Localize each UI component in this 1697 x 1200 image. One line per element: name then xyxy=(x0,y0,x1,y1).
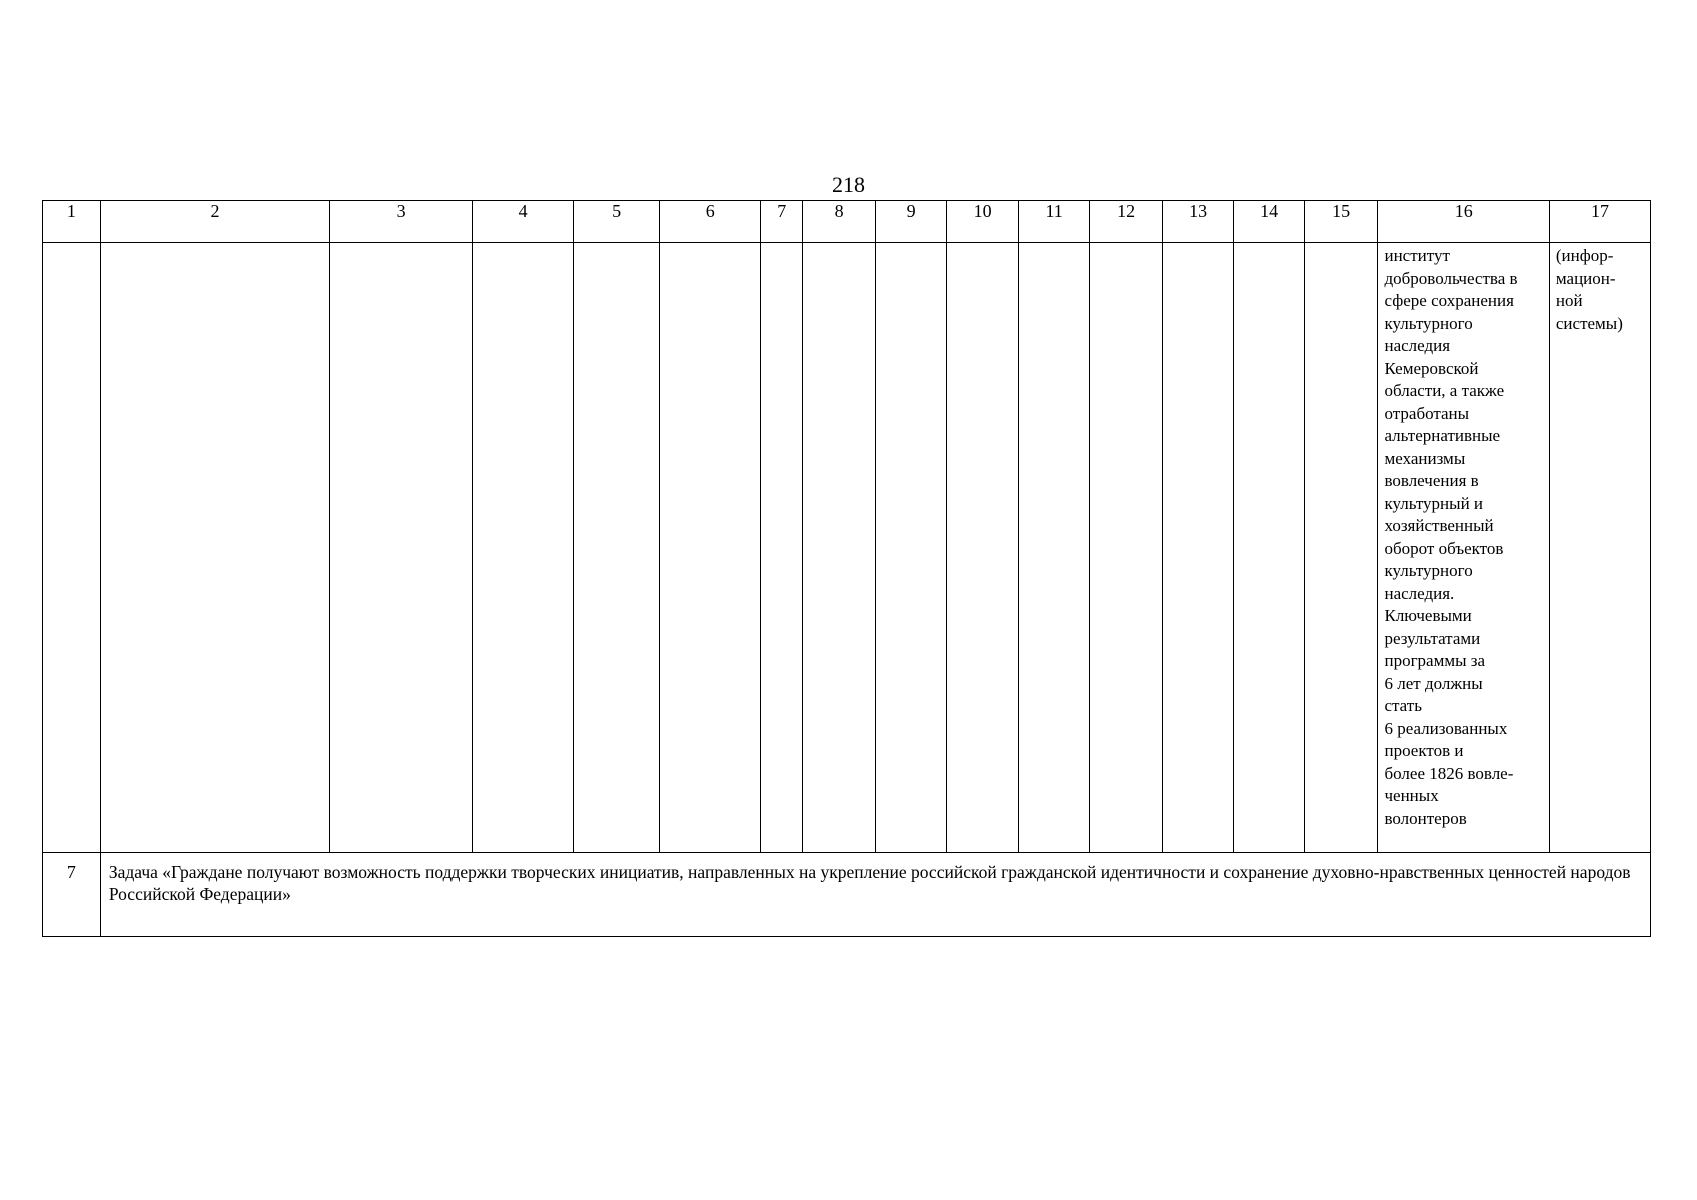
empty-cell xyxy=(660,243,761,853)
empty-cell xyxy=(43,243,101,853)
result-text-line: волонтеров xyxy=(1384,808,1467,828)
result-text-line: вовлечения в xyxy=(1384,471,1479,490)
result-text-line: оборот объектов xyxy=(1384,538,1504,558)
column-header-15: 15 xyxy=(1304,201,1378,243)
result-description-cell xyxy=(1378,243,1549,853)
result-text-line: механизмы xyxy=(1384,448,1466,468)
document-table xyxy=(42,200,1651,937)
empty-cell xyxy=(875,243,947,853)
column-header-7: 7 xyxy=(761,201,803,243)
column-header-17: 17 xyxy=(1549,201,1650,243)
result-text-line: ченных xyxy=(1384,786,1439,805)
empty-cell xyxy=(330,243,473,853)
result-text-line: Кемеровской xyxy=(1384,358,1479,378)
empty-cell xyxy=(574,243,660,853)
result-text-line: более 1826 вовле- xyxy=(1384,763,1514,783)
empty-cell xyxy=(947,243,1019,853)
task-row xyxy=(43,853,1651,937)
result-text-line: наследия. xyxy=(1384,583,1455,603)
source-text-line: мацион- xyxy=(1555,268,1616,288)
empty-cell xyxy=(100,243,329,853)
result-text-line: альтернативные xyxy=(1384,426,1501,445)
empty-cell xyxy=(1090,243,1163,853)
task-description: Задача «Граждане получают возможность поддержки творческих инициатив, направленных на укрепление российской гражданской идентичности и сохранение духовно-нравственных ценностей народов Российской Федерации» xyxy=(100,853,1650,937)
column-header-2: 2 xyxy=(100,201,329,243)
result-text-line: сфере сохранения xyxy=(1384,291,1514,310)
source-text-line: (инфор- xyxy=(1555,246,1614,265)
result-text-line: культурного xyxy=(1384,313,1473,333)
continuation-row xyxy=(43,243,1651,853)
empty-cell xyxy=(1304,243,1378,853)
column-header-12: 12 xyxy=(1090,201,1163,243)
column-header-14: 14 xyxy=(1234,201,1304,243)
column-number-header-row xyxy=(43,201,1651,243)
result-text-line: наследия xyxy=(1384,336,1451,355)
column-header-1: 1 xyxy=(43,201,101,243)
column-header-4: 4 xyxy=(473,201,574,243)
result-text-line: программы за xyxy=(1384,651,1486,670)
result-text-line: проектов и xyxy=(1384,741,1464,760)
empty-cell xyxy=(1162,243,1234,853)
column-header-6: 6 xyxy=(660,201,761,243)
result-text-line: стать xyxy=(1384,696,1422,715)
column-header-3: 3 xyxy=(330,201,473,243)
column-header-10: 10 xyxy=(947,201,1019,243)
empty-cell xyxy=(803,243,876,853)
column-header-11: 11 xyxy=(1018,201,1090,243)
result-text-line: области, а также xyxy=(1384,381,1505,400)
empty-cell xyxy=(473,243,574,853)
result-text-line: добровольчества в xyxy=(1384,268,1518,288)
task-number: 7 xyxy=(43,853,101,937)
empty-cell xyxy=(1234,243,1304,853)
column-header-13: 13 xyxy=(1162,201,1234,243)
column-header-16: 16 xyxy=(1378,201,1549,243)
source-text-line: системы) xyxy=(1555,313,1623,333)
result-text-line: институт xyxy=(1384,246,1450,265)
column-header-5: 5 xyxy=(574,201,660,243)
result-text-line: 6 лет должны xyxy=(1384,673,1483,693)
empty-cell xyxy=(1018,243,1090,853)
result-text-line: 6 реализованных xyxy=(1384,718,1508,738)
source-note-cell xyxy=(1549,243,1650,853)
column-header-8: 8 xyxy=(803,201,876,243)
empty-cell xyxy=(761,243,803,853)
result-text-line: хозяйственный xyxy=(1384,516,1494,535)
result-text-line: результатами xyxy=(1384,628,1481,648)
result-text-line: Ключевыми xyxy=(1384,606,1472,625)
result-text-line: отработаны xyxy=(1384,403,1470,423)
column-header-9: 9 xyxy=(875,201,947,243)
result-text-line: культурный и xyxy=(1384,493,1484,513)
result-text-line: культурного xyxy=(1384,561,1473,580)
source-text-line: ной xyxy=(1555,291,1583,310)
page-number: 218 xyxy=(832,172,865,197)
